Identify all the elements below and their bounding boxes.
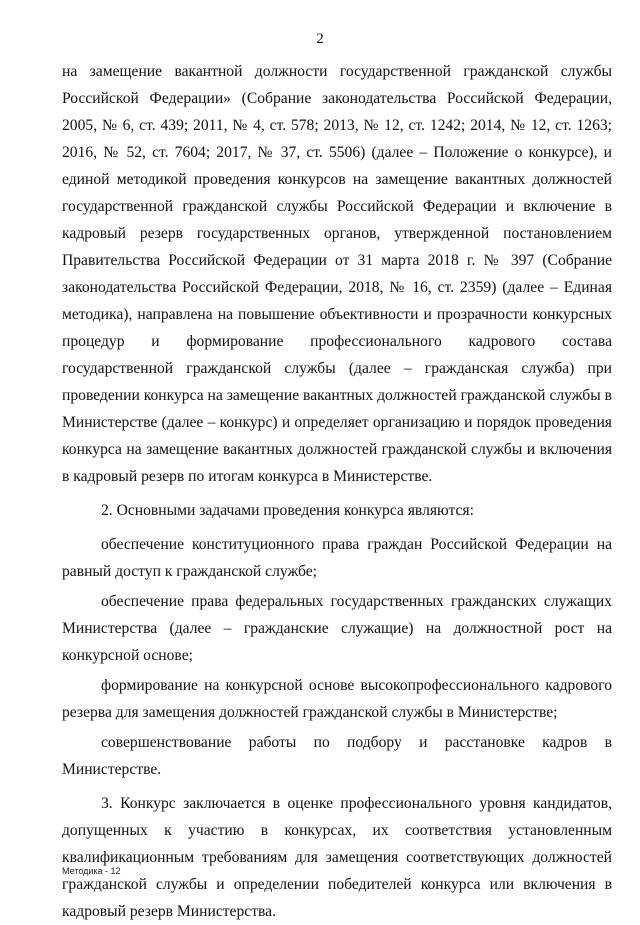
document-body — [62, 58, 612, 925]
paragraph-task-equal-access: обеспечение конституционного права граждан Российской Федерации на равный доступ к гражданской службе; — [62, 536, 612, 580]
paragraph-tasks-heading: 2. Основными задачами проведения конкурса являются: — [101, 502, 474, 519]
paragraph-contest-definition: 3. Конкурс заключается в оценке профессионального уровня кандидатов, допущенных к участию в конкурсах, их соответствия установленным квалификационным требованиям для замещения соответствующих должностей гражданской службы и определении победителей конкурса или включения в кадровый резерв Министерства. — [62, 795, 612, 920]
paragraph-continuation: на замещение вакантной должности государственной гражданской службы Российской Федерации» (Собрание законодательства Российской Федерации, 2005, № 6, ст. 439; 2011, № 4, ст. 578; 2013, № 12, ст. 1242; 2014, № 12, ст. 1263; 2016, № 52, ст. 7604; 2017, № 37, ст. 5506) (далее – Положение о конкурсе), и единой методикой проведения конкурсов на замещение вакантных должностей государственной гражданской службы Российской Федерации и включение в кадровый резерв государственных органов, утвержденной постановлением Правительства Российской Федерации от 31 марта 2018 г. № 397 (Собрание законодательства Российской Федерации, 2018, № 16, ст. 2359) (далее – Единая методика), направлена на повышение объективности и прозрачности конкурсных процедур и формирование профессионального кадрового состава государственной гражданской службы (далее – гражданская служба) при проведении конкурса на замещение вакантных должностей гражданской службы в Министерстве (далее – конкурс) и определяет организацию и порядок проведения конкурса на замещение вакантных должностей гражданской службы и включения в кадровый резерв по итогам конкурса в Министерстве. — [62, 63, 612, 485]
paragraph-task-improvement: совершенствование работы по подбору и расстановке кадров в Министерстве. — [62, 734, 612, 778]
page-number: 2 — [316, 31, 324, 47]
paragraph-task-career-growth: обеспечение права федеральных государственных гражданских служащих Министерства (далее – гражданские служащие) на должностной рост на конкурсной основе; — [62, 593, 612, 664]
paragraph-task-reserve: формирование на конкурсной основе высокопрофессионального кадрового резерва для замещения должностей гражданской службы в Министерстве; — [62, 677, 612, 721]
footer-label: Методика - 12 — [62, 866, 121, 876]
